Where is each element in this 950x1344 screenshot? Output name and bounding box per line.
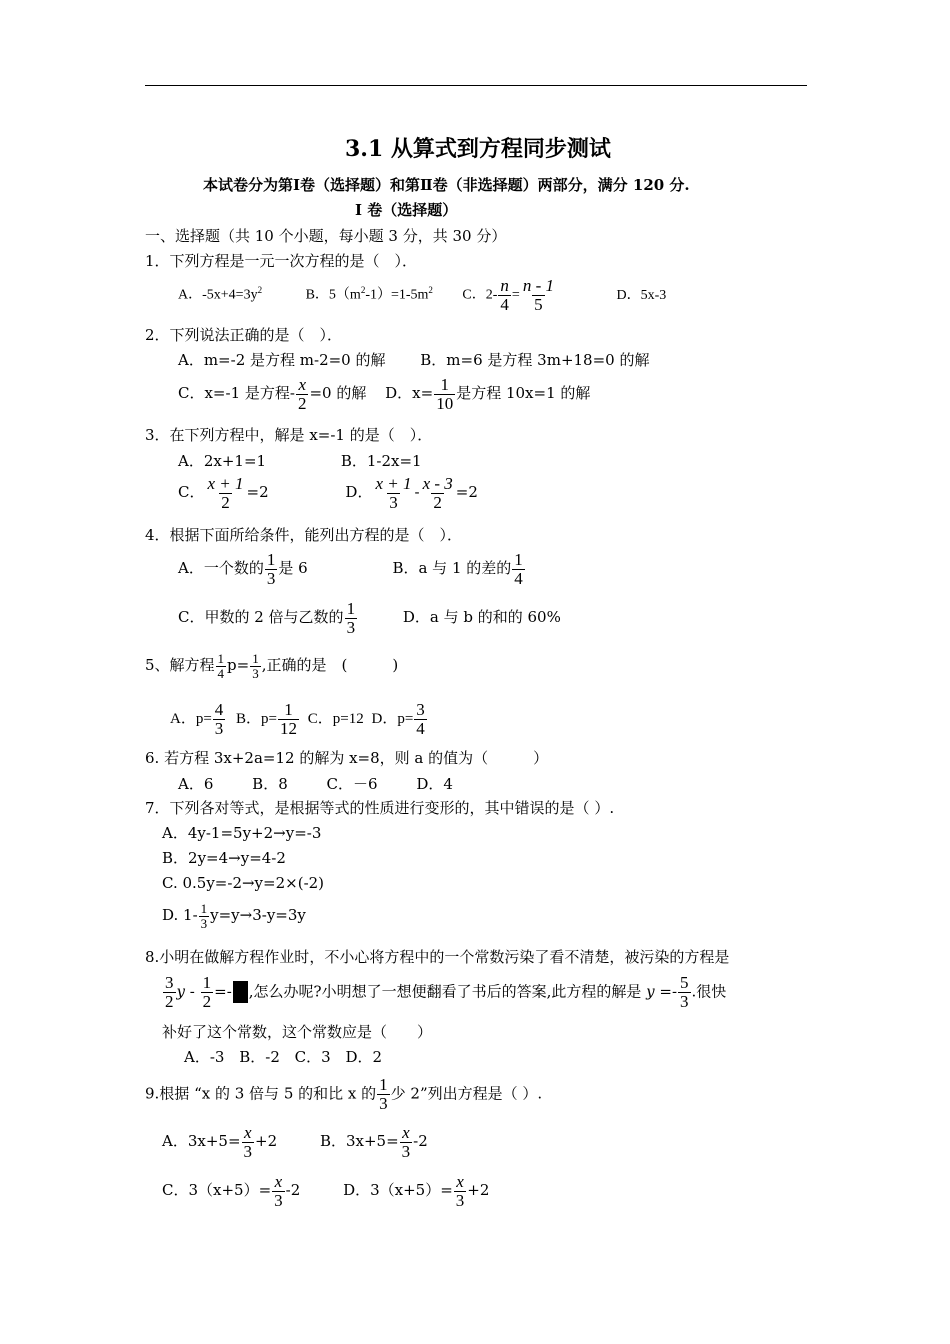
q5-option-b: B．p= $\frac{1}{12}$ <box>236 700 298 738</box>
q8-option-c: C．3 <box>294 1048 331 1066</box>
q6-option-b: B．8 <box>252 775 288 793</box>
q3-options-row2 <box>178 475 478 512</box>
q9-options-row1 <box>162 1124 428 1161</box>
q3-stem: 3．在下列方程中，解是 x=-1 的是（ ）． <box>145 426 433 444</box>
q3-options-row1 <box>178 454 422 469</box>
q9-option-a: A．3x+5= $\frac{x}{3}$ +2 <box>162 1123 278 1161</box>
q4-options-row1 <box>178 551 526 588</box>
q1-option-d: D．5x-3 <box>616 287 667 303</box>
q8-solution-fraction: $\frac{5}{3}$ <box>680 973 689 1011</box>
q4-options-row2 <box>178 600 561 637</box>
q2-option-a: A．m=-2 是方程 m-2=0 的解 <box>178 351 386 369</box>
q4-option-b: B．a 与 1 的差的 $\frac{1}{4}$ <box>392 550 523 588</box>
q5-option-c: C．p=12 <box>307 710 364 727</box>
q6-stem: 6. 若方程 3x+2a=12 的解为 x=8，则 a 的值为（ ） <box>145 749 549 767</box>
page-title: 3.1 从算式到方程同步测试 <box>345 136 611 162</box>
q6-option-c: C．－6 <box>326 775 378 793</box>
q2-options-row2 <box>178 376 590 413</box>
q5-options <box>170 701 428 738</box>
section-title: Ⅰ 卷（选择题） <box>355 201 458 219</box>
q6-option-a: A．6 <box>178 775 214 793</box>
q9-stem: 9.根据 “x 的 3 倍与 5 的和比 x 的 $\frac{1}{3}$ 少 2”列出方程是（ ）. <box>145 1075 543 1113</box>
q3-option-a: A．2x+1=1 <box>178 452 267 470</box>
q4-stem: 4．根据下面所给条件，能列出方程的是（ ）． <box>145 526 463 544</box>
q8-fraction-2: $\frac{1}{2}$ <box>202 973 212 1011</box>
q2-option-c: C．x=-1 是方程- $\frac{x}{2}$ =0 的解 <box>178 375 367 413</box>
q1-option-a: A．$-5x+4=3y^2$ <box>178 284 263 303</box>
q9-option-b: B．3x+5= $\frac{x}{3}$ -2 <box>319 1123 428 1161</box>
q8-fraction-1: $\frac{3}{2}$ <box>165 973 174 1011</box>
q9-options-row2 <box>162 1173 489 1210</box>
q5-option-d: D．p= $\frac{3}{4}$ <box>371 700 425 738</box>
part-heading: 一、选择题（共 10 个小题，每小题 3 分，共 30 分） <box>145 227 507 245</box>
q2-options-row1 <box>178 353 649 368</box>
q4-option-d: D．a 与 b 的和的 60% <box>402 608 561 627</box>
q8-option-d: D．2 <box>345 1048 383 1066</box>
q7-option-d: D. 1- $\frac{1}{3}$ y=y→3-y=3y <box>162 901 306 931</box>
q4-option-a: A．一个数的 $\frac{1}{3}$ 是 6 <box>178 550 308 588</box>
q8-option-a: A．-3 <box>184 1048 225 1066</box>
q7-stem: 7．下列各对等式，是根据等式的性质进行变形的，其中错误的是（ ）. <box>145 799 615 817</box>
q2-option-b: B．m=6 是方程 3m+18=0 的解 <box>420 351 650 369</box>
q1-stem: 1．下列方程是一元一次方程的是（ ）． <box>145 252 418 270</box>
q9-option-d: D．3（x+5）= $\frac{x}{3}$ +2 <box>343 1172 490 1210</box>
q8-stem: 8.小明在做解方程作业时，不小心将方程中的一个常数污染了看不清楚，被污染的方程是 <box>145 948 730 966</box>
q8-line3: 补好了这个常数，这个常数应是（ ） <box>162 1023 433 1041</box>
q3-option-c: C． $\frac{x + 1}{2}$ =2 <box>178 474 269 512</box>
q8-option-b: B．-2 <box>239 1048 280 1066</box>
q9-option-c: C．3（x+5）= $\frac{x}{3}$ -2 <box>162 1172 301 1210</box>
q1-option-b: B．$5(m^2-1)=1-5m^2$ <box>305 284 433 303</box>
q3-option-d: D． $\frac{x + 1}{3}$ - $\frac{x - 3}{2}$ =2 <box>345 474 478 512</box>
q6-options <box>178 777 453 792</box>
q5-option-a: A．p= $\frac{4}{3}$ <box>170 700 224 738</box>
q8-equation-line: $\frac{3}{2}$ y - $\frac{1}{2}$ =- ,怎么办呢?小明想了一想便翻看了书后的答案,此方程的解是 y =- $\frac{5}{3}$ .很快 <box>165 973 727 1011</box>
header-rule <box>145 85 807 86</box>
q2-option-d: D．x= $\frac{1}{10}$ 是方程 10x=1 的解 <box>385 375 591 413</box>
q4-option-c: C．甲数的 2 倍与乙数的 $\frac{1}{3}$ <box>178 599 356 637</box>
q3-option-b: B．1-2x=1 <box>340 452 422 470</box>
q7-option-a: A．4y-1=5y+2→y=-3 <box>162 824 322 842</box>
q5-stem: 5、解方程 $\frac{1}{4}$ p= $\frac{1}{3}$ ,正确的是 ( ) <box>145 651 399 681</box>
q7-option-b: B．2y=4→y=4-2 <box>162 849 286 867</box>
subtitle: 本试卷分为第Ⅰ卷（选择题）和第Ⅱ卷（非选择题）两部分，满分 120 分. <box>203 176 690 194</box>
ink-blot <box>233 981 248 1003</box>
q1-options <box>178 277 666 314</box>
q6-option-d: D．4 <box>416 775 453 793</box>
q1-option-c: C．2- $\frac{n}{4}$ = $\frac{n - 1}{5}$ <box>462 276 554 314</box>
q8-options <box>184 1050 382 1065</box>
q7-option-c: C. 0.5y=-2→y=2×(-2) <box>162 874 325 892</box>
q2-stem: 2．下列说法正确的是（ ）． <box>145 326 343 344</box>
